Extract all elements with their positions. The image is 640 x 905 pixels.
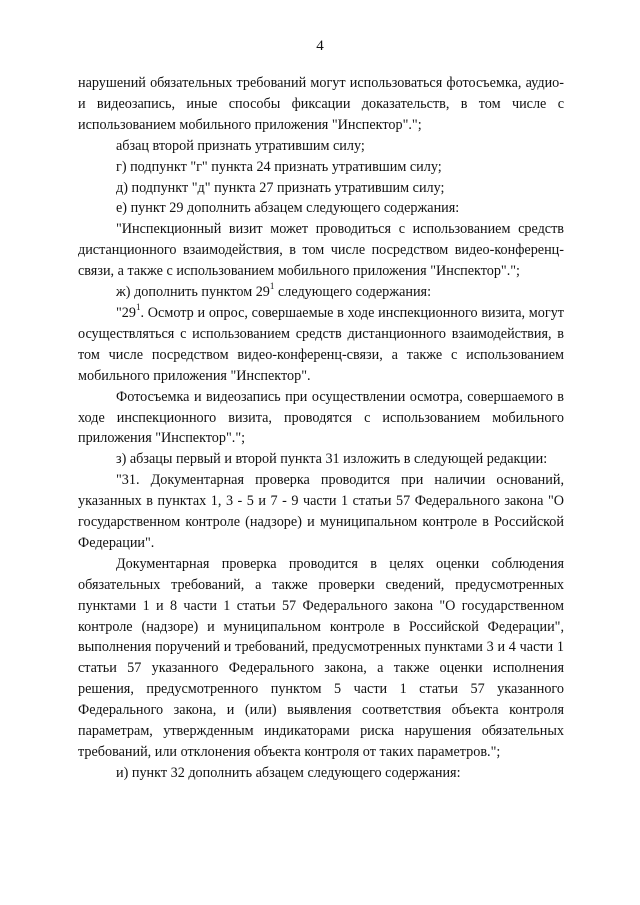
paragraph-8-text-b: . Осмотр и опрос, совершаемые в ходе инспекционного визита, могут осуществляться с использованием средств дистанционного взаимодействия, в том числе посредством видео-конференц-связи, а также с использованием мобильного приложения "Инспектор". [78, 304, 564, 384]
paragraph-5: е) пункт 29 дополнить абзацем следующего содержания: [116, 200, 460, 217]
paragraph-1: нарушений обязательных требований могут использоваться фотосъемка, аудио- и видеозапись, иные способы фиксации доказательств, в том числе с использованием мобильного приложения "Инспектор"."; [78, 75, 564, 133]
paragraph-10: з) абзацы первый и второй пункта 31 изложить в следующей редакции: [116, 451, 548, 468]
paragraph-8 [78, 303, 564, 387]
paragraph-3: г) подпункт "г" пункта 24 признать утратившим силу; [116, 158, 442, 175]
paragraph-4: д) подпункт "д" пункта 27 признать утратившим силу; [116, 179, 445, 196]
paragraph-12: Документарная проверка проводится в целях оценки соблюдения обязательных требований, а также проверки сведений, предусмотренных пунктами 1 и 8 части 1 статьи 57 Федерального закона "О государственном контроле (надзоре) и муниципальном контроле в Российской Федерации", выполнения поручений и требований, предусмотренных пунктами 3 и 4 части 1 статьи 57 указанного Федерального закона, а также оценки исполнения решения, предусмотренного пунктом 5 части 1 статьи 57 указанного Федерального закона, и (или) выявления соответствия объекта контроля параметрам, утвержденным индикаторами риска нарушения обязательных требований, или отклонения объекта контроля от таких параметров."; [78, 555, 564, 760]
paragraph-11: "31. Документарная проверка проводится при наличии оснований, указанных в пунктах 1, 3 - 5 и 7 - 9 части 1 статьи 57 Федерального закона "О государственном контроле (надзоре) и муниципальном контроле в Российской Федерации". [78, 472, 564, 551]
paragraph-7-text-b: следующего содержания: [274, 284, 432, 301]
paragraph-7 [78, 282, 564, 303]
document-body [78, 73, 564, 784]
paragraph-8-text-a: "29 [116, 304, 136, 321]
page-number: 4 [316, 38, 324, 54]
paragraph-7-superscript: 1 [269, 281, 275, 292]
paragraph-8-superscript: 1 [135, 302, 141, 313]
paragraph-2: абзац второй признать утратившим силу; [116, 137, 365, 154]
paragraph-13: и) пункт 32 дополнить абзацем следующего содержания: [116, 764, 461, 781]
paragraph-9: Фотосъемка и видеозапись при осуществлении осмотра, совершаемого в ходе инспекционного визита, проводятся с использованием мобильного приложения "Инспектор"."; [78, 388, 564, 447]
paragraph-6: "Инспекционный визит может проводиться с использованием средств дистанционного взаимодействия, в том числе посредством видео-конференц-связи, а также с использованием мобильного приложения "Инспектор"."; [78, 221, 564, 280]
paragraph-7-text-a: ж) дополнить пунктом 29 [116, 284, 270, 301]
